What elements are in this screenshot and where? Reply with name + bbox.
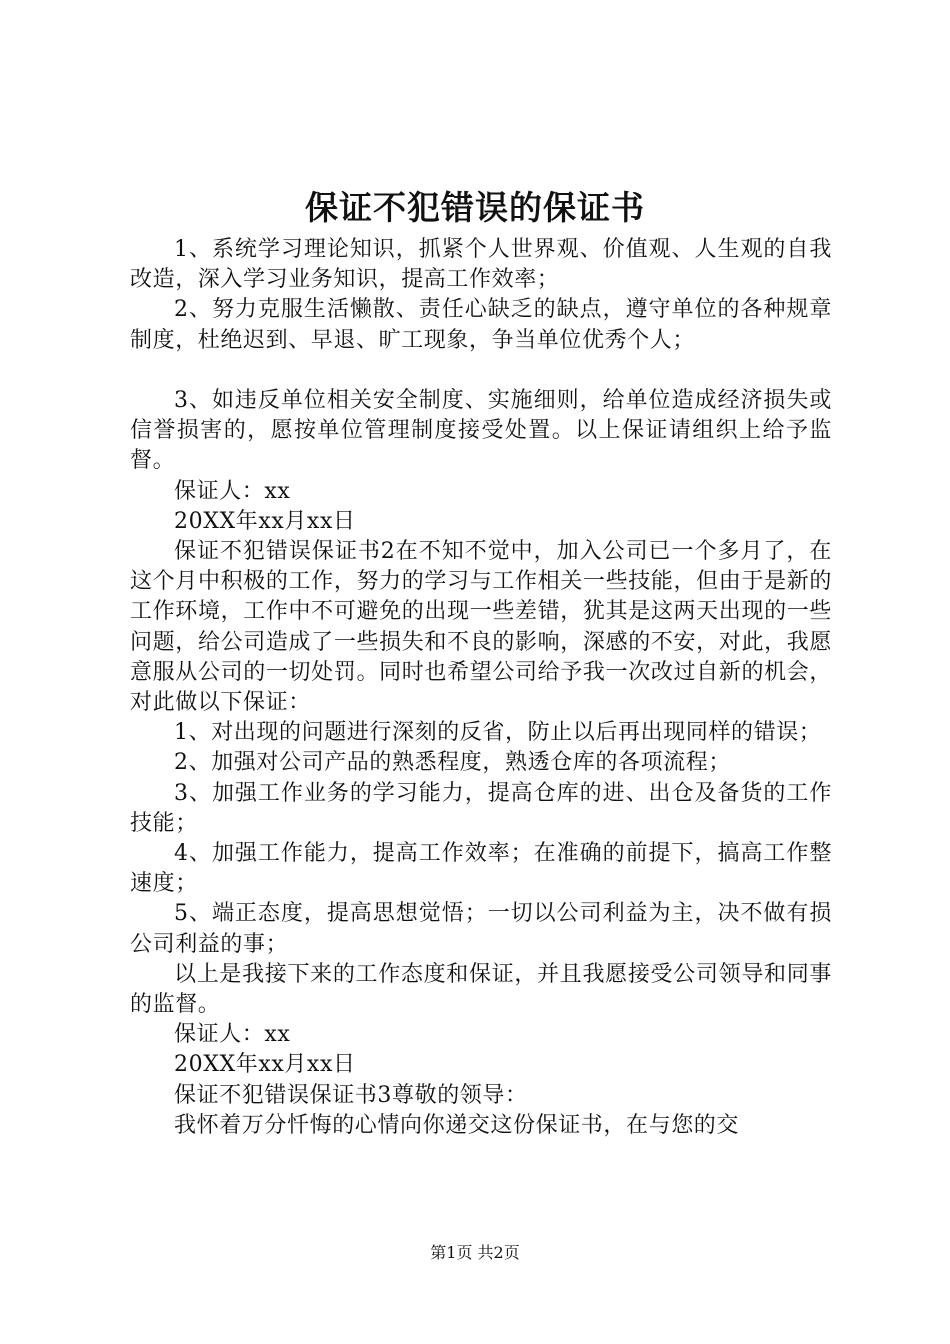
- signature-line: 保证人：xx: [174, 1022, 291, 1048]
- paragraph: 2、加强对公司产品的熟悉程度，熟透仓库的各项流程；: [174, 750, 731, 776]
- paragraph: 5、端正态度，提高思想觉悟；一切以公司利益为主，决不做有损公司利益的事；: [130, 901, 832, 957]
- document-body: [130, 235, 832, 1141]
- date-line: 20XX年xx月xx日: [174, 508, 356, 534]
- paragraph: 2、努力克服生活懒散、责任心缺乏的缺点，遵守单位的各种规章制度，杜绝迟到、早退、旷工现象，争当单位优秀个人；: [130, 297, 832, 353]
- page-indicator: 第1页 共2页: [430, 1243, 520, 1262]
- paragraph: 1、系统学习理论知识，抓紧个人世界观、价值观、人生观的自我改造，深入学习业务知识，提高工作效率；: [130, 237, 832, 293]
- document-title: 保证不犯错误的保证书: [305, 188, 645, 227]
- paragraph: 4、加强工作能力，提高工作效率；在准确的前提下，搞高工作整速度；: [130, 841, 832, 897]
- paragraph: 我怀着万分忏悔的心情向你递交这份保证书，在与您的交: [174, 1112, 740, 1138]
- paragraph: 保证不犯错误保证书3尊敬的领导：: [174, 1082, 528, 1108]
- blank-line: [130, 356, 832, 386]
- paragraph: 以上是我接下来的工作态度和保证，并且我愿接受公司领导和同事的监督。: [130, 961, 832, 1018]
- date-line: 20XX年xx月xx日: [174, 1052, 356, 1078]
- paragraph: 保证不犯错误保证书2在不知不觉中，加入公司已一个多月了，在这个月中积极的工作，努力的学习与工作相关一些技能，但由于是新的工作环境，工作中不可避免的出现一些差错，犹其是这两天出现的一些问题，给公司造成了一些损失和不良的影响，深感的不安，对此，我愿意服从公司的一切处罚。同时也希望公司给予我一次改过自新的机会，对此做以下保证：: [130, 539, 832, 716]
- paragraph: 3、如违反单位相关安全制度、实施细则，给单位造成经济损失或信誉损害的，愿按单位管理制度接受处置。以上保证请组织上给予监督。: [130, 388, 832, 474]
- paragraph: 1、对出现的问题进行深刻的反省，防止以后再出现同样的错误；: [174, 720, 822, 746]
- paragraph: 3、加强工作业务的学习能力，提高仓库的进、出仓及备货的工作技能；: [130, 780, 832, 836]
- signature-line: 保证人：xx: [174, 478, 291, 504]
